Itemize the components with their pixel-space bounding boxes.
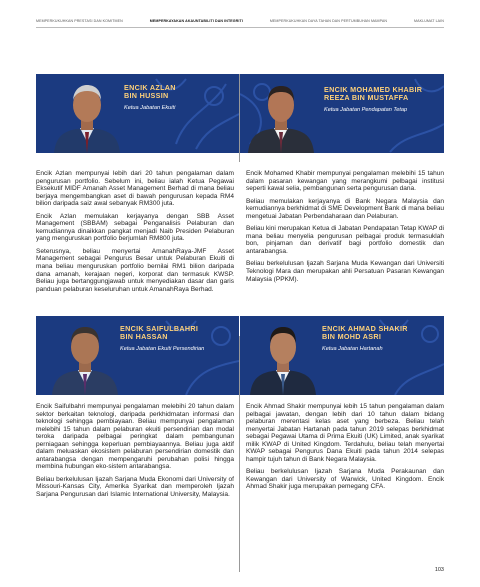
- paragraph: Beliau berkelulusan Ijazah Sarjana Muda Kewangan dari Universiti Teknologi Mara dan merupakan ahli Persatuan Pasaran Kewangan Malaysia (PPKM).: [246, 260, 444, 283]
- paragraph: Encik Mohamed Khabir mempunyai pengalaman melebihi 15 tahun dalam pasaran kewangan yang merangkumi pelbagai institusi seperti kawal selia, pembangunan serta pengurusan dana.: [246, 170, 444, 193]
- profile-role: Ketua Jabatan Ekuiti Persendirian: [120, 345, 205, 352]
- paragraph: Seterusnya, beliau menyertai AmanahRaya-JMF Asset Management sebagai Pengurus Besar untuk Pelaburan Ekuiti di mana beliau menguruskan portfolio bernilai RM1 bilion daripada dana amanah, kerajaan negeri, korporat dan termasuk KWSP. Beliau juga bertanggungjawab untuk menyediakan dasar dan garis panduan pelaburan keseluruhan untuk AmanahRaya Berhad.: [36, 247, 234, 293]
- paragraph: Encik Ahmad Shakir mempunyai lebih 15 tahun pengalaman dalam pelbagai jawatan, dengan lebih dari 10 tahun dalam bidang pelaburan merentasi kelas aset yang berbeza. Beliau telah menyertai Jabatan Hartanah pada tahun 2019 selepas berkhidmat sebagai Pegawai Utama di Prima Ekuiti (UK) Limited, anak syarikat milik KWAP di United Kingdom. Terdahulu, beliau telah menyertai KWAP sebagai Pengurus Dana Ekuiti pada tahun 2014 selepas hampir tujuh tahun di Bank Negara Malaysia.: [246, 403, 444, 463]
- paragraph: Beliau berkelulusan Ijazah Sarjana Muda Ekonomi dari University of Missouri-Kansas City, Amerika Syarikat dan memperoleh Ijazah Sarjana Pengurusan dari Islamic International University, Malaysia.: [36, 475, 234, 499]
- profile-text-azlan: [36, 170, 234, 298]
- page-number: 103: [434, 567, 444, 573]
- profile-name: ENCIK MOHAMED KHABIR REEZA BIN MUSTAFFA: [324, 85, 423, 103]
- portrait-photo-saifulbahri: [50, 316, 120, 395]
- top-navigation: [36, 14, 444, 28]
- profile-name: ENCIK AHMAD SHAKIR BIN MOHD ASRI: [322, 324, 408, 342]
- portrait-photo-azlan: [52, 74, 122, 153]
- paragraph: Beliau memulakan kerjayanya di Bank Negara Malaysia dan kemudiannya berkhidmat di SME Development Bank di mana beliau mengetuai Jabatan Perbendaharaan dan Pelaburan.: [246, 197, 444, 220]
- portrait-photo-khabir: [246, 74, 316, 153]
- nav-item-prestasi[interactable]: MEMPERKUKUHKAN PRESTASI DAN KOMITMEN: [36, 19, 123, 23]
- paragraph: Beliau berkelulusan Ijazah Sarjana Muda Perakaunan dan Kewangan dari University of Warwick, United Kingdom. Encik Ahmad Shakir juga merupakan pemegang CFA.: [246, 468, 444, 491]
- profile-text-khabir: [246, 170, 444, 288]
- nav-item-daya-tahan[interactable]: MEMPERKUKUHKAN DAYA TAHAN DAN PERTUMBUHAN MAMPAN: [269, 19, 388, 23]
- profile-role: Ketua Jabatan Hartanah: [322, 345, 383, 352]
- nav-item-akauntabiliti[interactable]: MEMPERKAYAKAN AKAUNTABILITI DAN INTEGRITI: [149, 19, 243, 23]
- profile-text-ahmad-shakir: [246, 403, 444, 496]
- paragraph: Encik Saifulbahri mempunyai pengalaman melebihi 20 tahun dalam sektor berkaitan teknologi, daripada perkhidmatan informasi dan teknologi sehingga pembiayaan. Beliau mempunyai pengalaman melebihi 15 tahun dalam pelaburan ekuiti persendirian dan modal teroka daripada pelbagai peringkat dalam pembangunan perniagaan sehingga keperluan pembiayaannya. Beliau juga aktif dalam meluaskan ekosistem pelaburan persendirian domestik dan antarabangsa dengan mempengaruhi perubahan polisi hingga membina hubungan eko-sistem antarabangsa.: [36, 403, 234, 471]
- profile-name: ENCIK SAIFULBAHRI BIN HASSAN: [120, 324, 199, 342]
- profile-caption-saifulbahri: [120, 325, 204, 352]
- profile-role: Ketua Jabatan Pendapatan Tetap: [324, 106, 408, 113]
- profile-name: ENCIK AZLAN BIN HUSSIN: [124, 83, 176, 101]
- profile-panel-ahmad-shakir: [240, 316, 444, 395]
- nav-item-maklumat-lain[interactable]: MAKLUMAT LAIN: [414, 19, 444, 23]
- profile-panel-saifulbahri: [36, 316, 239, 395]
- profile-text-saifulbahri: [36, 403, 234, 504]
- profile-caption-ahmad-shakir: [322, 325, 408, 352]
- profile-panel-khabir: [240, 74, 444, 153]
- nav-divider: [36, 27, 444, 28]
- profile-caption-azlan: [124, 84, 176, 111]
- paragraph: Encik Azlan mempunyai lebih dari 20 tahun pengalaman dalam pengurusan portfolio. Sebelum ini, beliau ialah Ketua Pegawai Eksekutif MIDF Amanah Asset Management Berhad di mana beliau berjaya mengembangkan aset di bawah pengurusan kepada RM4 bilion daripada saiz awal sebanyak RM300 juta.: [36, 170, 234, 208]
- profile-role: Ketua Jabatan Ekuiti: [124, 104, 176, 111]
- portrait-photo-ahmad-shakir: [248, 316, 318, 395]
- paragraph: Encik Azlan memulakan kerjayanya dengan SBB Asset Management (SBBAM) sebagai Penganalisis Pelaburan dan kemudiannya dinaikkan pangkat menjadi Naib Presiden Pelaburan yang menguruskan portfolio berjumlah RM800 juta.: [36, 212, 234, 243]
- profile-caption-khabir: [324, 86, 422, 113]
- profile-panel-azlan: [36, 74, 239, 153]
- paragraph: Beliau kini merupakan Ketua di Jabatan Pendapatan Tetap KWAP di mana beliau menyelia pengurusan pelbagai produk termasuklah bon, pinjaman dan derivatif bagi portfolio domestik dan antarabangsa.: [246, 225, 444, 255]
